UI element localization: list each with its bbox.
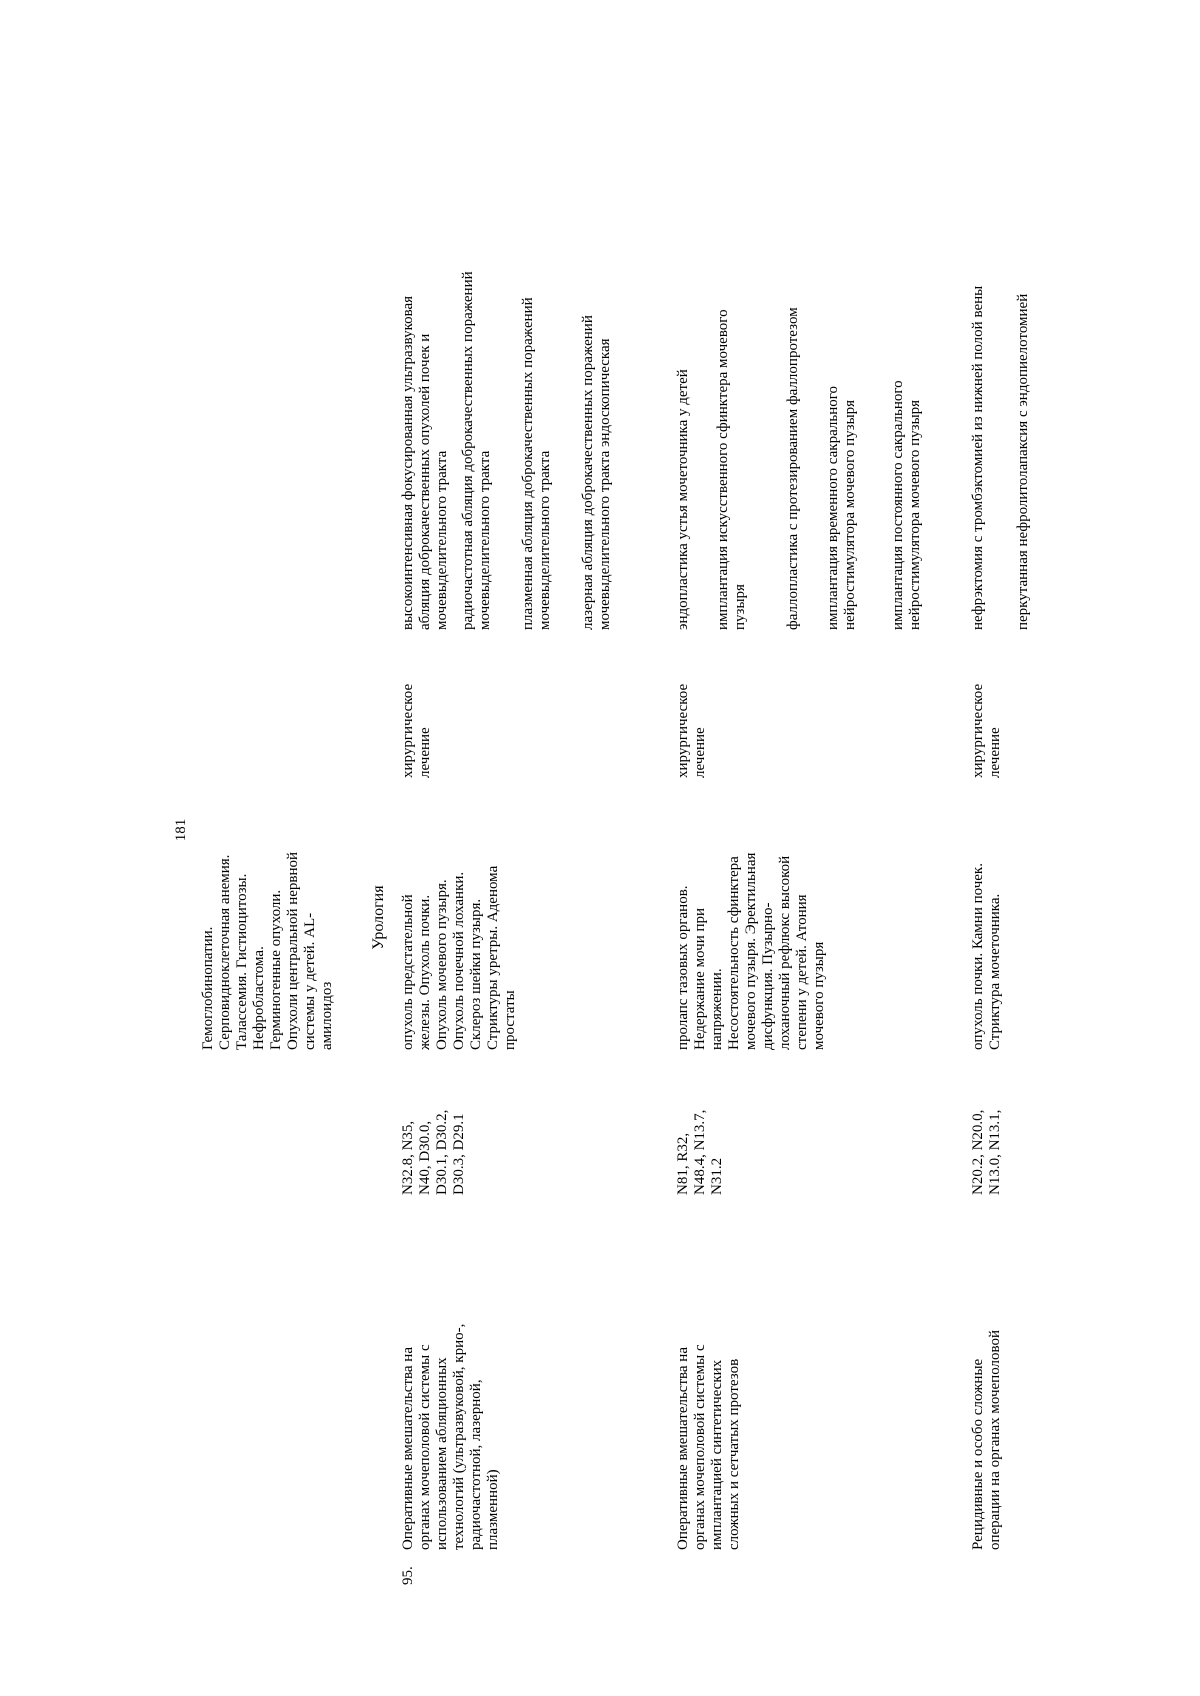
row-codes: N81, R32, N48.4, N13.7, N31.2 — [675, 1109, 725, 1195]
row-name: Рецидивные и особо сложные операции на органах мочеполовой — [970, 1330, 1003, 1550]
row-diagnosis: опухоль предстательной железы. Опухоль почки. Опухоль мочевого пузыря. Опухоль почечной лоханки. Склероз шейки пузыря. Стриктуры уретры. Аденома простаты — [400, 865, 518, 1050]
row-treatment: хирургическое лечение — [970, 683, 1003, 778]
method-item: имплантация постоянного сакрального нейростимулятора мочевого пузыря — [890, 380, 923, 630]
row-name: Оперативные вмешательства на органах мочеполовой системы с имплантацией синтетических сложных и сетчатых протезов — [675, 1344, 742, 1550]
section-title: Урология — [370, 885, 387, 950]
row-codes: N32.8, N35, N40, D30.0, D30.1, D30.2, D30.3, D29.1 — [400, 1109, 467, 1195]
method-item: лазерная абляция доброкачественных поражений мочевыделительного тракта эндоскопическая — [580, 315, 613, 630]
method-item: имплантация искусственного сфинктера мочевого пузыря — [715, 309, 748, 630]
rotated-page — [155, 60, 1055, 1590]
method-item: перкутанная нефролитолапаксия с эндопиелотомией — [1015, 293, 1031, 630]
method-item: высокоинтенсивная фокусированная ультразвуковая абляция доброкачественных опухолей почек и мочевыделительного тракта — [400, 295, 450, 630]
row-treatment: хирургическое лечение — [400, 683, 433, 778]
row-diagnosis: пролапс тазовых органов. Недержание мочи при напряжении. Несостоятельность сфинктера мочевого пузыря. Эректильная дисфункция. Пузырно- лоханочный рефлюкс высокой степени у детей. Атония мочевого пузыря — [675, 852, 827, 1050]
method-item: имплантация временного сакрального нейростимулятора мочевого пузыря — [825, 386, 858, 630]
row-diagnosis: опухоль почки. Камни почек. Стриктура мочеточника. — [970, 863, 1003, 1050]
diagnosis-continued: Гемоглобинопатии. Серповидноклеточная анемия. Талассемия. Гистиоцитозы. Нефробластома. Герминогенные опухоли. Опухоли центральной нервной системы у детей. AL- амилоидоз — [200, 851, 335, 1050]
method-item: плазменная абляция доброкачественных поражений мочевыделительного тракта — [520, 297, 553, 630]
row-number: 95. — [400, 1566, 416, 1585]
method-item: радиочастотная абляция доброкачественных поражений мочевыделительного тракта — [460, 271, 493, 630]
method-item: нефрэктомия с тромбэктомией из нижней полой вены — [970, 285, 986, 630]
row-name: Оперативные вмешательства на органах мочеполовой системы с использованием абляционных технологий (ультразвуковой, крио-, радиочастотной, лазерной, плазменной) — [400, 1323, 501, 1550]
method-item: эндопластика устья мочеточника у детей — [675, 369, 691, 630]
row-codes: N20.2, N20.0, N13.0, N13.1, — [970, 1109, 1003, 1195]
method-item: фаллопластика с протезированием фаллопротезом — [785, 307, 801, 630]
row-treatment: хирургическое лечение — [675, 683, 708, 778]
page-number: 181 — [173, 818, 189, 842]
